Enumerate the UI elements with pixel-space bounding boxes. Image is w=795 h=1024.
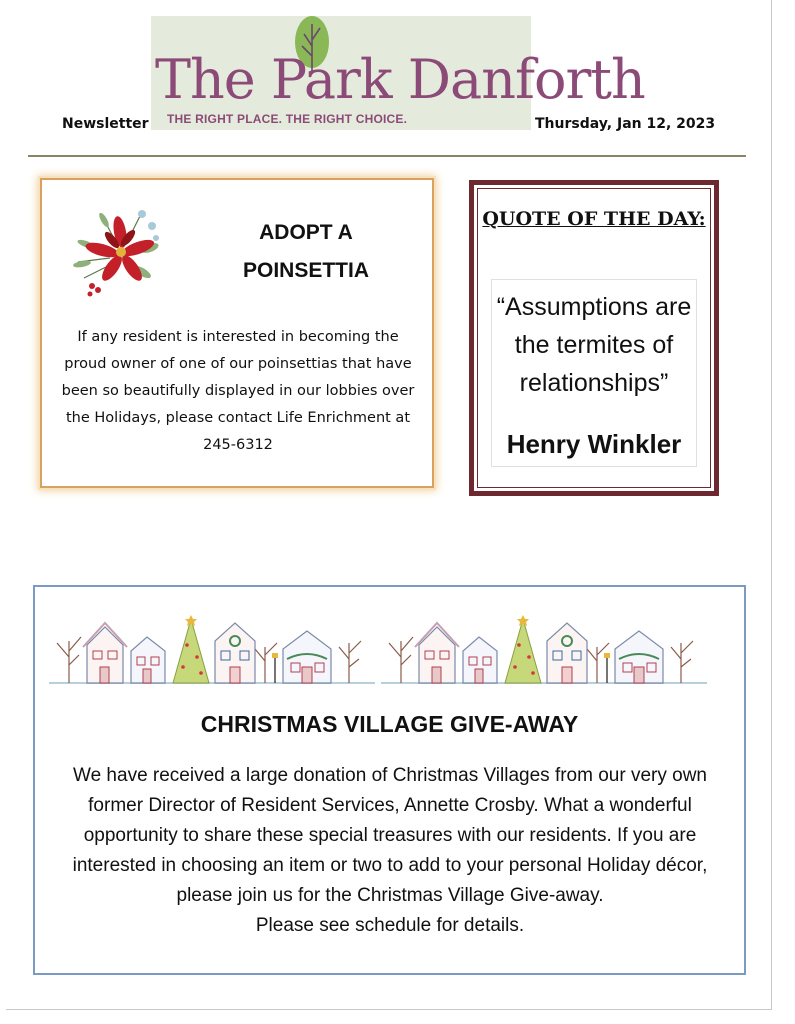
quote-author: Henry Winkler <box>506 429 682 459</box>
header-divider <box>28 155 746 157</box>
logo-tagline: THE RIGHT PLACE. THE RIGHT CHOICE. <box>167 112 408 126</box>
christmas-schedule-note: Please see schedule for details. <box>255 915 525 936</box>
adopt-poinsettia-box <box>40 178 434 488</box>
newsletter-label: Newsletter <box>62 116 149 132</box>
christmas-body-text: We have received a large donation of Christmas Villages from our very own former Director of Resident Services, Annette Crosby. What a wonderful opportunity to share these special treasures with our residents. If you are interested in choosing an item or two to add to your personal Holiday décor, please join us for the Christmas Village Give-away. <box>72 765 708 906</box>
quote-heading: QUOTE OF THE DAY: <box>482 208 706 230</box>
quote-card <box>491 279 697 467</box>
quote-of-the-day-box <box>469 180 719 496</box>
logo-title: The Park Danforth <box>155 48 645 111</box>
quote-text: “Assumptions are the termites of relationships” <box>496 293 692 397</box>
adopt-title: ADOPT A POINSETTIA <box>242 221 369 282</box>
issue-date: Thursday, Jan 12, 2023 <box>535 116 716 132</box>
adopt-body: If any resident is interested in becoming the proud owner of one of our poinsettias that have been so beautifully displayed in our lobbies over the Holidays, please contact Life Enrichment at 245-6312 <box>61 329 415 453</box>
christmas-village-icon <box>49 601 713 687</box>
christmas-village-box <box>33 585 746 975</box>
christmas-title: CHRISTMAS VILLAGE GIVE-AWAY <box>200 711 579 737</box>
poinsettia-icon <box>72 202 164 302</box>
christmas-body <box>45 761 735 941</box>
